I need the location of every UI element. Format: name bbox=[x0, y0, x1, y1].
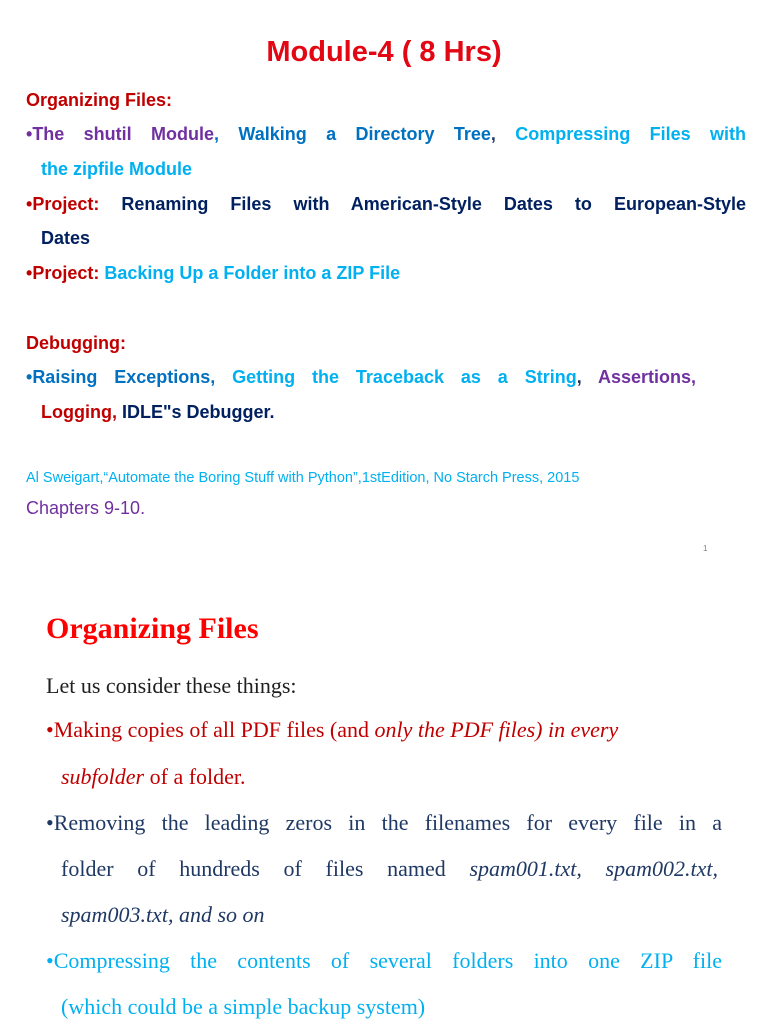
debugging-heading: Debugging: bbox=[26, 333, 126, 353]
list-item-3-line-1 bbox=[46, 947, 722, 975]
bullet-marker: • bbox=[26, 263, 33, 283]
raising-exceptions-topic: Raising Exceptions bbox=[32, 367, 211, 387]
topic-bullet-2-line-1 bbox=[26, 193, 746, 215]
separator: , bbox=[490, 124, 496, 144]
list-item-emphasis: only the PDF files) in every bbox=[374, 717, 619, 742]
slide-title: Organizing Files bbox=[46, 612, 259, 645]
list-item-emphasis: spam003.txt, and so on bbox=[61, 902, 265, 927]
page-number: 1 bbox=[703, 544, 708, 553]
separator: , bbox=[576, 367, 582, 387]
walking-directory-tree-topic: Walking a Directory Tree bbox=[238, 124, 491, 144]
debug-bullet-line-1 bbox=[26, 366, 696, 388]
list-item-text: Making copies of all PDF files (and bbox=[53, 717, 375, 742]
list-item-emphasis: subfolder bbox=[61, 764, 145, 789]
list-item-text: Removing the leading zeros in the filenames for every file in a bbox=[53, 810, 722, 835]
compressing-files-topic: Compressing Files with bbox=[515, 124, 746, 144]
logging-topic: Logging, bbox=[41, 402, 117, 422]
bullet-marker: • bbox=[46, 948, 54, 973]
list-item-text: folder of hundreds of files named bbox=[61, 856, 470, 881]
separator: , bbox=[214, 124, 220, 144]
list-item-2-line-1 bbox=[46, 809, 722, 837]
textbook-reference: Al Sweigart,“Automate the Boring Stuff with Python”,1stEdition, No Starch Press, 2015 bbox=[26, 470, 580, 486]
list-item-2-line-2 bbox=[61, 855, 718, 883]
bullet-marker: • bbox=[46, 717, 54, 742]
renaming-files-project: Renaming Files with American-Style Dates to European-Style bbox=[121, 194, 746, 214]
chapters-reference: Chapters 9-10. bbox=[26, 498, 146, 518]
project-label: Project: bbox=[32, 263, 100, 283]
list-item-text: of a folder. bbox=[144, 764, 246, 789]
topic-bullet-1-line-2: the zipfile Module bbox=[41, 159, 192, 179]
assertions-topic: Assertions, bbox=[597, 367, 696, 387]
traceback-topic: Getting the Traceback as a String bbox=[232, 367, 577, 387]
topic-bullet-1-line-1 bbox=[26, 123, 746, 145]
bullet-marker: • bbox=[26, 124, 33, 144]
debug-bullet-line-2 bbox=[41, 401, 761, 423]
slide-title: Module-4 ( 8 Hrs) bbox=[266, 36, 502, 68]
list-item-1-line-1 bbox=[46, 716, 722, 744]
project-label: Project: bbox=[32, 194, 100, 214]
slide-organizing-files bbox=[0, 572, 768, 1024]
list-item-text: Compressing the contents of several folders into one ZIP file bbox=[53, 948, 722, 973]
bullet-marker: • bbox=[46, 810, 54, 835]
backup-zip-project: Backing Up a Folder into a ZIP File bbox=[104, 263, 401, 283]
bullet-marker: • bbox=[26, 367, 33, 387]
idle-debugger-topic: IDLE"s Debugger. bbox=[122, 402, 275, 422]
intro-text: Let us consider these things: bbox=[46, 673, 297, 698]
list-item-2-line-3 bbox=[61, 901, 737, 929]
shutil-module-topic: The shutil Module bbox=[32, 124, 215, 144]
list-item-1-line-2 bbox=[61, 763, 737, 791]
organizing-files-heading: Organizing Files: bbox=[26, 90, 173, 110]
list-item-3-line-2: (which could be a simple backup system) bbox=[61, 994, 426, 1019]
bullet-marker: • bbox=[26, 194, 33, 214]
topic-bullet-3 bbox=[26, 262, 746, 284]
topic-bullet-2-line-2: Dates bbox=[41, 228, 91, 248]
separator: , bbox=[210, 367, 216, 387]
list-item-emphasis: spam001.txt, spam002.txt, bbox=[469, 856, 718, 881]
